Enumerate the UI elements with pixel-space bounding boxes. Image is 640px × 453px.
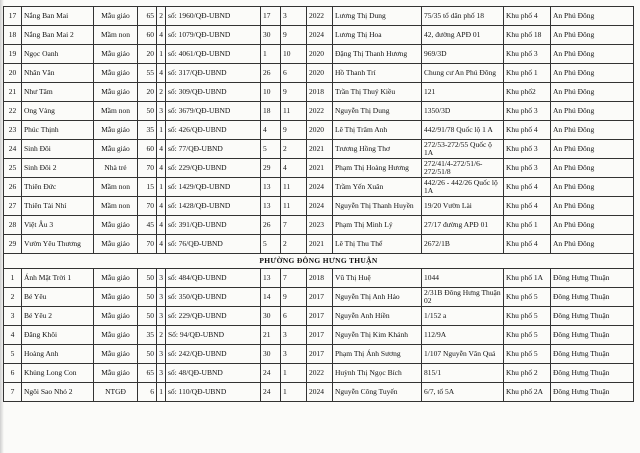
table-row — [4, 178, 634, 197]
cell-school-name: Như Tâm — [22, 83, 94, 102]
cell-year: 2024 — [307, 26, 333, 45]
cell-school-type: Mẫu giáo — [94, 269, 138, 288]
cell-day: 18 — [261, 102, 281, 121]
cell-quarter: Khu phố 2 — [504, 364, 551, 383]
cell-month: 1 — [281, 364, 307, 383]
cell-ward: Đông Hưng Thuận — [551, 269, 634, 288]
cell-quarter: Khu phố 1 — [504, 64, 551, 83]
cell-stt: 26 — [4, 178, 22, 197]
cell-decision-number: số: 1429/QĐ-UBND — [166, 178, 261, 197]
cell-stt: 3 — [4, 307, 22, 326]
cell-month: 9 — [281, 121, 307, 140]
cell-ward: An Phú Đông — [551, 140, 634, 159]
cell-ward: An Phú Đông — [551, 159, 634, 178]
cell-school-type: Mẫu giáo — [94, 288, 138, 307]
cell-address: 272/53-272/55 Quốc ộ 1A — [422, 140, 504, 159]
cell-address: 815/1 — [422, 364, 504, 383]
cell-ward: Đông Hưng Thuận — [551, 345, 634, 364]
cell-day: 17 — [261, 7, 281, 26]
cell-month: 2 — [281, 235, 307, 254]
cell-classes: 1 — [157, 383, 166, 402]
cell-classes: 4 — [157, 197, 166, 216]
cell-month: 3 — [281, 7, 307, 26]
cell-school-type: Mầm non — [94, 178, 138, 197]
cell-school-name: Khủng Long Con — [22, 364, 94, 383]
cell-address: 121 — [422, 83, 504, 102]
table-row — [4, 216, 634, 235]
cell-day: 30 — [261, 26, 281, 45]
cell-day: 30 — [261, 307, 281, 326]
table-row — [4, 345, 634, 364]
cell-month: 4 — [281, 159, 307, 178]
cell-school-name: Ánh Mặt Trời 1 — [22, 269, 94, 288]
cell-school-name: Phúc Thịnh — [22, 121, 94, 140]
cell-classes: 2 — [157, 83, 166, 102]
cell-decision-number: số: 4061/QĐ-UBND — [166, 45, 261, 64]
cell-stt: 21 — [4, 83, 22, 102]
cell-owner-name: Nguyễn Anh Hiền — [333, 307, 422, 326]
cell-year: 2022 — [307, 364, 333, 383]
cell-school-type: Mẫu giáo — [94, 326, 138, 345]
cell-stt: 29 — [4, 235, 22, 254]
cell-classes: 4 — [157, 64, 166, 83]
cell-ward: Đông Hưng Thuận — [551, 326, 634, 345]
cell-classes: 3 — [157, 307, 166, 326]
cell-decision-number: số: 426/QĐ-UBND — [166, 121, 261, 140]
cell-quarter: Khu phố 4 — [504, 197, 551, 216]
cell-ward: An Phú Đông — [551, 178, 634, 197]
cell-quarter: Khu phố 1A — [504, 269, 551, 288]
cell-school-type: Mẫu giáo — [94, 235, 138, 254]
cell-address: 1044 — [422, 269, 504, 288]
cell-address: 2672/1B — [422, 235, 504, 254]
cell-decision-number: số: 48/QĐ-UBND — [166, 364, 261, 383]
cell-stt: 23 — [4, 121, 22, 140]
cell-year: 2017 — [307, 288, 333, 307]
cell-capacity: 45 — [138, 216, 157, 235]
cell-decision-number: số: 1428/QĐ-UBND — [166, 197, 261, 216]
cell-owner-name: Nguyễn Thị Kim Khánh — [333, 326, 422, 345]
cell-month: 2 — [281, 140, 307, 159]
cell-quarter: Khu phố 3 — [504, 159, 551, 178]
cell-address: 272/41/4-272/51/6-272/51/8 — [422, 159, 504, 178]
table-row — [4, 121, 634, 140]
cell-stt: 18 — [4, 26, 22, 45]
cell-month: 1 — [281, 383, 307, 402]
cell-classes: 1 — [157, 178, 166, 197]
table-row — [4, 45, 634, 64]
table-row — [4, 26, 634, 45]
cell-year: 2017 — [307, 345, 333, 364]
cell-school-name: Thiên Đức — [22, 178, 94, 197]
cell-owner-name: Hồ Thanh Trí — [333, 64, 422, 83]
cell-stt: 7 — [4, 383, 22, 402]
table-row — [4, 269, 634, 288]
cell-decision-number: số: 350/QĐ-UBND — [166, 288, 261, 307]
cell-month: 7 — [281, 216, 307, 235]
cell-classes: 4 — [157, 26, 166, 45]
cell-decision-number: số: 309/QĐ-UBND — [166, 83, 261, 102]
table-row — [4, 288, 634, 307]
cell-month: 6 — [281, 64, 307, 83]
cell-capacity: 35 — [138, 121, 157, 140]
cell-month: 3 — [281, 326, 307, 345]
cell-year: 2020 — [307, 45, 333, 64]
cell-owner-name: Nguyễn Thị Thanh Huyền — [333, 197, 422, 216]
cell-decision-number: số: 77/QĐ-UBND — [166, 140, 261, 159]
cell-school-type: Mầm non — [94, 102, 138, 121]
cell-decision-number: số: 229/QĐ-UBND — [166, 307, 261, 326]
cell-year: 2020 — [307, 121, 333, 140]
cell-year: 2020 — [307, 64, 333, 83]
cell-day: 24 — [261, 364, 281, 383]
cell-ward: An Phú Đông — [551, 197, 634, 216]
cell-quarter: Khu phố 2A — [504, 383, 551, 402]
cell-school-type: Mẫu giáo — [94, 83, 138, 102]
cell-school-name: Bé Yêu — [22, 288, 94, 307]
cell-day: 10 — [261, 83, 281, 102]
table-row — [4, 7, 634, 26]
section-header-row — [4, 254, 634, 269]
cell-quarter: Khu phố 18 — [504, 26, 551, 45]
table-row — [4, 64, 634, 83]
cell-quarter: Khu phố2 — [504, 83, 551, 102]
cell-month: 11 — [281, 102, 307, 121]
table-row — [4, 102, 634, 121]
cell-year: 2018 — [307, 269, 333, 288]
cell-year: 2024 — [307, 178, 333, 197]
cell-owner-name: Lê Thị Trâm Anh — [333, 121, 422, 140]
cell-ward: An Phú Đông — [551, 45, 634, 64]
cell-owner-name: Huỳnh Thị Ngọc Bích — [333, 364, 422, 383]
cell-school-type: Mẫu giáo — [94, 345, 138, 364]
cell-decision-number: số: 1079/QĐ-UBND — [166, 26, 261, 45]
cell-school-name: Thiên Tài Nhí — [22, 197, 94, 216]
cell-owner-name: Phạm Thị Minh Lý — [333, 216, 422, 235]
cell-ward: An Phú Đông — [551, 235, 634, 254]
cell-capacity: 55 — [138, 64, 157, 83]
cell-month: 10 — [281, 45, 307, 64]
cell-day: 21 — [261, 326, 281, 345]
cell-year: 2022 — [307, 7, 333, 26]
cell-capacity: 70 — [138, 159, 157, 178]
cell-capacity: 50 — [138, 345, 157, 364]
cell-day: 24 — [261, 383, 281, 402]
cell-stt: 20 — [4, 64, 22, 83]
table-row — [4, 197, 634, 216]
cell-owner-name: Vũ Thị Huệ — [333, 269, 422, 288]
cell-ward: An Phú Đông — [551, 26, 634, 45]
cell-year: 2017 — [307, 326, 333, 345]
cell-school-type: Mẫu giáo — [94, 64, 138, 83]
cell-classes: 4 — [157, 159, 166, 178]
cell-year: 2022 — [307, 102, 333, 121]
cell-day: 26 — [261, 64, 281, 83]
cell-school-type: Mẫu giáo — [94, 307, 138, 326]
cell-ward: An Phú Đông — [551, 83, 634, 102]
cell-day: 13 — [261, 269, 281, 288]
cell-day: 5 — [261, 140, 281, 159]
cell-decision-number: số: 229/QĐ-UBND — [166, 159, 261, 178]
cell-address: 1/107 Nguyễn Văn Quá — [422, 345, 504, 364]
cell-capacity: 15 — [138, 178, 157, 197]
cell-stt: 2 — [4, 288, 22, 307]
cell-classes: 2 — [157, 326, 166, 345]
cell-day: 1 — [261, 45, 281, 64]
cell-school-type: Mẫu giáo — [94, 364, 138, 383]
cell-decision-number: số: 242/QĐ-UBND — [166, 345, 261, 364]
cell-month: 9 — [281, 288, 307, 307]
cell-stt: 25 — [4, 159, 22, 178]
cell-owner-name: Phạm Thị Hoàng Hương — [333, 159, 422, 178]
cell-ward: Đông Hưng Thuận — [551, 383, 634, 402]
cell-ward: An Phú Đông — [551, 216, 634, 235]
cell-quarter: Khu phố 4 — [504, 7, 551, 26]
cell-capacity: 50 — [138, 269, 157, 288]
cell-school-type: Mẫu giáo — [94, 140, 138, 159]
table-row — [4, 83, 634, 102]
cell-school-name: Ngôi Sao Nhỏ 2 — [22, 383, 94, 402]
cell-school-type: Mẫu giáo — [94, 45, 138, 64]
cell-stt: 24 — [4, 140, 22, 159]
cell-decision-number: số: 391/QĐ-UBND — [166, 216, 261, 235]
cell-school-name: Sinh Đôi — [22, 140, 94, 159]
cell-ward: An Phú Đông — [551, 64, 634, 83]
cell-stt: 17 — [4, 7, 22, 26]
cell-quarter: Khu phố 3 — [504, 102, 551, 121]
cell-ward: An Phú Đông — [551, 121, 634, 140]
cell-capacity: 50 — [138, 288, 157, 307]
table-row — [4, 364, 634, 383]
cell-stt: 22 — [4, 102, 22, 121]
cell-year: 2021 — [307, 140, 333, 159]
cell-classes: 3 — [157, 102, 166, 121]
kindergarten-table — [3, 6, 634, 402]
cell-school-name: Việt Âu 3 — [22, 216, 94, 235]
cell-owner-name: Lương Thị Hoa — [333, 26, 422, 45]
table-row — [4, 159, 634, 178]
cell-ward: An Phú Đông — [551, 102, 634, 121]
cell-stt: 1 — [4, 269, 22, 288]
cell-owner-name: Lê Thị Thu Thể — [333, 235, 422, 254]
cell-decision-number: số: 76/QĐ-UBND — [166, 235, 261, 254]
cell-owner-name: Trần Thị Thuý Kiều — [333, 83, 422, 102]
cell-address: 969/3D — [422, 45, 504, 64]
cell-ward: Đông Hưng Thuận — [551, 364, 634, 383]
cell-quarter: Khu phố 5 — [504, 288, 551, 307]
cell-classes: 2 — [157, 7, 166, 26]
cell-classes: 4 — [157, 140, 166, 159]
cell-capacity: 60 — [138, 140, 157, 159]
cell-owner-name: Nguyễn Công Tuyến — [333, 383, 422, 402]
cell-address: 75/35 tổ dân phố 18 — [422, 7, 504, 26]
cell-school-type: Mầm non — [94, 197, 138, 216]
cell-classes: 4 — [157, 235, 166, 254]
cell-classes: 3 — [157, 345, 166, 364]
cell-stt: 27 — [4, 197, 22, 216]
cell-decision-number: số: 110/QĐ-UBND — [166, 383, 261, 402]
cell-ward: An Phú Đông — [551, 7, 634, 26]
cell-school-name: Đăng Khôi — [22, 326, 94, 345]
cell-quarter: Khu phố 4 — [504, 235, 551, 254]
cell-school-name: Hoàng Anh — [22, 345, 94, 364]
cell-capacity: 70 — [138, 235, 157, 254]
cell-capacity: 65 — [138, 364, 157, 383]
cell-capacity: 20 — [138, 83, 157, 102]
cell-stt: 19 — [4, 45, 22, 64]
cell-quarter: Khu phố 5 — [504, 326, 551, 345]
cell-day: 26 — [261, 216, 281, 235]
cell-address: 19/20 Vườn Lài — [422, 197, 504, 216]
cell-address: 42, đường APĐ 01 — [422, 26, 504, 45]
cell-capacity: 50 — [138, 307, 157, 326]
cell-school-type: Mẫu giáo — [94, 7, 138, 26]
cell-day: 13 — [261, 197, 281, 216]
cell-school-type: Mẫu giáo — [94, 121, 138, 140]
cell-school-type: Mẫu giáo — [94, 216, 138, 235]
cell-capacity: 70 — [138, 197, 157, 216]
cell-month: 3 — [281, 345, 307, 364]
cell-year: 2023 — [307, 216, 333, 235]
cell-decision-number: số: 3679/QĐ-UBND — [166, 102, 261, 121]
cell-decision-number: số: 484/QĐ-UBND — [166, 269, 261, 288]
cell-address: 6/7, tổ 5A — [422, 383, 504, 402]
cell-quarter: Khu phố 3 — [504, 140, 551, 159]
table-row — [4, 326, 634, 345]
cell-day: 30 — [261, 345, 281, 364]
cell-school-name: Nắng Ban Mai 2 — [22, 26, 94, 45]
section-title: PHƯỜNG ĐÔNG HƯNG THUẬN — [4, 254, 634, 269]
cell-year: 2024 — [307, 197, 333, 216]
cell-school-type: NTGĐ — [94, 383, 138, 402]
cell-day: 14 — [261, 288, 281, 307]
cell-classes: 4 — [157, 216, 166, 235]
cell-quarter: Khu phố 1 — [504, 216, 551, 235]
cell-address: 1/152 a — [422, 307, 504, 326]
cell-address: 112/9A — [422, 326, 504, 345]
cell-address: 2/31B Đông Hưng Thuận 02 — [422, 288, 504, 307]
cell-quarter: Khu phố 3 — [504, 45, 551, 64]
cell-owner-name: Phạm Thị Ánh Sương — [333, 345, 422, 364]
cell-day: 13 — [261, 178, 281, 197]
cell-school-type: Mầm non — [94, 26, 138, 45]
cell-owner-name: Trầm Yến Xuân — [333, 178, 422, 197]
cell-year: 2018 — [307, 83, 333, 102]
cell-capacity: 50 — [138, 102, 157, 121]
cell-address: 27/17 đường APĐ 01 — [422, 216, 504, 235]
cell-decision-number: số: 1960/QĐ-UBND — [166, 7, 261, 26]
cell-address: 442/91/78 Quốc lộ 1 A — [422, 121, 504, 140]
cell-day: 4 — [261, 121, 281, 140]
cell-school-name: Ngọc Oanh — [22, 45, 94, 64]
cell-month: 9 — [281, 26, 307, 45]
cell-capacity: 65 — [138, 7, 157, 26]
cell-month: 7 — [281, 269, 307, 288]
cell-quarter: Khu phố 5 — [504, 345, 551, 364]
cell-stt: 4 — [4, 326, 22, 345]
cell-day: 5 — [261, 235, 281, 254]
cell-classes: 1 — [157, 45, 166, 64]
cell-ward: Đông Hưng Thuận — [551, 307, 634, 326]
cell-decision-number: số: 317/QĐ-UBND — [166, 64, 261, 83]
cell-quarter: Khu phố 5 — [504, 307, 551, 326]
cell-owner-name: Lương Thị Dung — [333, 7, 422, 26]
cell-ward: Đông Hưng Thuận — [551, 288, 634, 307]
cell-classes: 3 — [157, 269, 166, 288]
cell-month: 11 — [281, 178, 307, 197]
table-row — [4, 235, 634, 254]
cell-month: 11 — [281, 197, 307, 216]
table-row — [4, 383, 634, 402]
cell-school-type: Nhà trẻ — [94, 159, 138, 178]
cell-capacity: 6 — [138, 383, 157, 402]
cell-classes: 3 — [157, 364, 166, 383]
cell-owner-name: Đặng Thị Thanh Hương — [333, 45, 422, 64]
cell-stt: 6 — [4, 364, 22, 383]
cell-address: 1350/3D — [422, 102, 504, 121]
cell-year: 2021 — [307, 235, 333, 254]
cell-owner-name: Nguyễn Thị Dung — [333, 102, 422, 121]
cell-day: 29 — [261, 159, 281, 178]
cell-capacity: 20 — [138, 45, 157, 64]
cell-school-name: Bé Yêu 2 — [22, 307, 94, 326]
cell-school-name: Nhân Văn — [22, 64, 94, 83]
cell-owner-name: Trương Hồng Thơ — [333, 140, 422, 159]
cell-stt: 5 — [4, 345, 22, 364]
cell-school-name: Ong Vàng — [22, 102, 94, 121]
cell-classes: 1 — [157, 121, 166, 140]
cell-decision-number: Số: 94/QĐ-UBND — [166, 326, 261, 345]
cell-year: 2024 — [307, 383, 333, 402]
cell-classes: 3 — [157, 288, 166, 307]
cell-month: 6 — [281, 307, 307, 326]
cell-owner-name: Nguyễn Thị Anh Hảo — [333, 288, 422, 307]
cell-school-name: Sinh Đôi 2 — [22, 159, 94, 178]
table-row — [4, 140, 634, 159]
cell-quarter: Khu phố 4 — [504, 121, 551, 140]
cell-school-name: Nắng Ban Mai — [22, 7, 94, 26]
cell-quarter: Khu phố 4 — [504, 178, 551, 197]
table-row — [4, 307, 634, 326]
cell-month: 9 — [281, 83, 307, 102]
cell-address: Chung cư An Phú Đông — [422, 64, 504, 83]
cell-year: 2021 — [307, 159, 333, 178]
cell-address: 442/26 - 442/26 Quốc lộ 1A — [422, 178, 504, 197]
cell-stt: 28 — [4, 216, 22, 235]
cell-year: 2017 — [307, 307, 333, 326]
cell-capacity: 60 — [138, 26, 157, 45]
cell-school-name: Vườn Yêu Thương — [22, 235, 94, 254]
cell-capacity: 35 — [138, 326, 157, 345]
